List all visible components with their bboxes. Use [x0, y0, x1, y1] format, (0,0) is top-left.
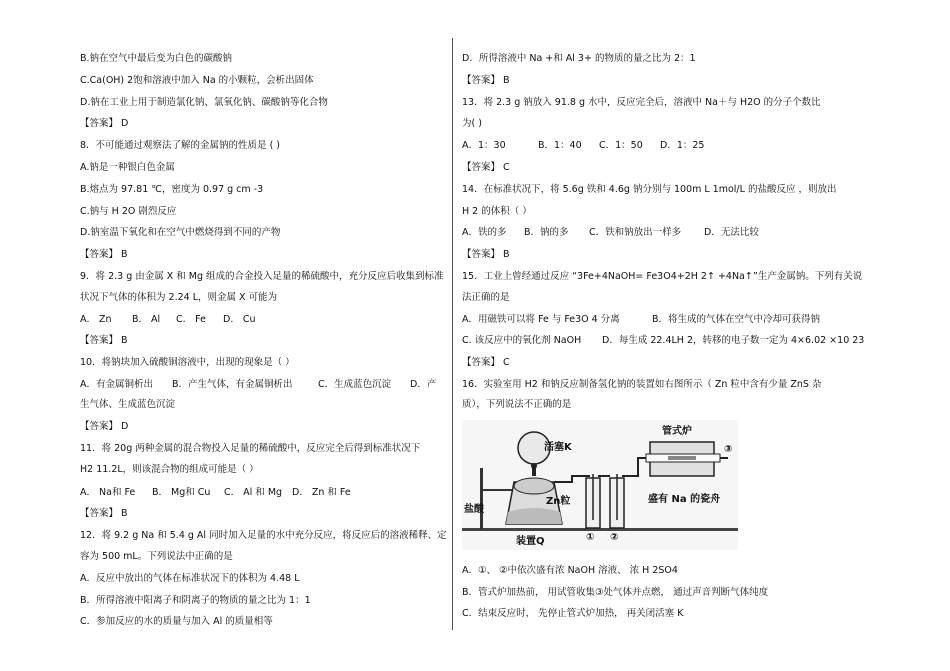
- porcelain-boat: [668, 456, 696, 460]
- q15-option-a: A．用磁铁可以将 Fe 与 Fe3O 4 分离: [462, 314, 620, 325]
- q14-stem-line2: H 2 的体积（ ）: [462, 206, 532, 217]
- q10-option-b: B．产生气体，有金属铜析出: [172, 379, 293, 390]
- q10-option-a: A．有金属铜析出: [80, 379, 153, 390]
- q9-option-b: B． Al: [132, 314, 161, 325]
- q11-option-a: A． Na和 Fe: [80, 487, 136, 498]
- q8-option-d: D.钠室温下氧化和在空气中燃烧得到不同的产物: [80, 227, 281, 238]
- q15-option-d: D．每生成 22.4LH 2，转移的电子数一定为 4×6.02 ×10 23: [602, 335, 865, 346]
- q10-option-c: C．生成蓝色沉淀: [318, 379, 392, 390]
- q10-stem: 10．将钠块加入硫酸铜溶液中，出现的现象是（ ）: [80, 357, 295, 368]
- q9-option-a: A． Zn: [80, 314, 112, 325]
- q15-option-b: B．将生成的气体在空气中冷却可获得钠: [652, 314, 821, 325]
- valve-k: [531, 463, 537, 469]
- q14-answer: 【答案】 B: [462, 249, 510, 260]
- q12-stem-line1: 12．将 9.2 g Na 和 5.4 g Al 同时加入足量的水中充分反应，将反应后的溶液稀释、定: [80, 530, 447, 541]
- label-zn-granules: Zn粒: [546, 496, 571, 507]
- q9-option-d: D． Cu: [223, 314, 256, 325]
- q13-option-b: B．1：40: [538, 140, 582, 151]
- label-bottle-2: ②: [610, 532, 619, 543]
- q7-option-b: B.钠在空气中最后变为白色的碳酸钠: [80, 53, 233, 64]
- q9-stem-line2: 状况下气体的体积为 2.24 L，则金属 X 可能为: [80, 292, 278, 303]
- q12-option-c: C．参加反应的水的质量与加入 Al 的质量相等: [80, 616, 273, 627]
- q10-option-d: D．产: [410, 379, 437, 390]
- label-hydrochloric-acid: 盐酸: [464, 504, 484, 515]
- q15-option-c: C. 该反应中的氧化剂 NaOH: [462, 335, 582, 346]
- q7-option-d: D.钠在工业上用于制造氯化钠、氯氧化钠、碳酸钠等化合物: [80, 97, 328, 108]
- q12-option-a: A．反应中放出的气体在标准状况下的体积为 4.48 L: [80, 573, 300, 584]
- q15-stem-line1: 15．工业上曾经通过反应 “3Fe+4NaOH= Fe3O4+2H 2↑ +4Na↑”生产金属钠。下列有关说: [462, 271, 863, 282]
- column-divider: [452, 38, 453, 630]
- q7-answer: 【答案】 D: [80, 118, 129, 129]
- q12-option-b: B．所得溶液中阳离子和阴离子的物质的量之比为 1：1: [80, 595, 311, 606]
- q16-option-a: A．①、 ②中依次盛有浓 NaOH 溶液、 浓 H 2SO4: [462, 565, 678, 576]
- outlet-tube: [554, 476, 590, 482]
- q14-option-d: D．无法比较: [704, 227, 759, 238]
- q8-answer: 【答案】 B: [80, 249, 128, 260]
- q12-stem-line2: 容为 500 mL。下列说法中正确的是: [80, 551, 233, 562]
- q8-option-c: C.钠与 H 2O 剧烈反应: [80, 206, 177, 217]
- q9-option-c: C． Fe: [176, 314, 206, 325]
- apparatus-drawing: [462, 420, 738, 550]
- label-tube-furnace: 管式炉: [662, 426, 692, 437]
- q10-answer: 【答案】 D: [80, 421, 129, 432]
- label-device-q: 装置Q: [516, 536, 545, 547]
- q10-option-d-continued: 生气体、生成蓝色沉淀: [80, 399, 176, 410]
- q8-stem: 8．不可能通过观察法了解的金属钠的性质是 ( ): [80, 140, 280, 151]
- q8-option-b: B.熔点为 97.81 ℃，密度为 0.97 g cm -3: [80, 184, 264, 195]
- q13-stem-line1: 13．将 2.3 g 钠放入 91.8 g 水中，反应完全后，溶液中 Na＋与 H2O 的分子个数比: [462, 97, 821, 108]
- q11-option-d: D． Zn 和 Fe: [292, 487, 351, 498]
- q14-option-c: C．铁和钠放出一样多: [589, 227, 682, 238]
- label-bottle-1: ①: [586, 532, 595, 543]
- q9-stem-line1: 9．将 2.3 g 由金属 X 和 Mg 组成的合金投入足量的稀硫酸中，充分反应后收集到标准: [80, 271, 444, 282]
- q14-stem-line1: 14．在标准状况下，将 5.6g 铁和 4.6g 钠分别与 100m L 1mol/L 的盐酸反应 ，则放出: [462, 184, 837, 195]
- q15-stem-line2: 法正确的是: [462, 292, 510, 303]
- q16-option-c: C．结束反应时， 先停止管式炉加热， 再关闭活塞 K: [462, 608, 684, 619]
- q16-stem-line2: 质），下列说法不正确的是: [462, 399, 572, 410]
- label-outlet-3: ③: [724, 444, 733, 455]
- q14-option-b: B．钠的多: [524, 227, 569, 238]
- q13-stem-line2: 为( ): [462, 118, 482, 129]
- q11-option-b: B． Mg和 Cu: [152, 487, 211, 498]
- q16-stem-line1: 16．实验室用 H2 和钠反应制备氢化钠的装置如右图所示（ Zn 粒中含有少量 ZnS 杂: [462, 379, 822, 390]
- q11-option-c: C． Al 和 Mg: [224, 487, 283, 498]
- q16-option-b: B．管式炉加热前， 用试管收集③处气体并点燃， 通过声音判断气体纯度: [462, 587, 769, 598]
- q13-option-a: A．1：30: [462, 140, 506, 151]
- q15-answer: 【答案】 C: [462, 357, 510, 368]
- label-sodium-boat: 盛有 Na 的瓷舟: [648, 494, 721, 505]
- label-valve-k: 活塞K: [544, 442, 572, 453]
- q13-option-c: C．1：50: [599, 140, 643, 151]
- q11-stem-line1: 11．将 20g 两种金属的混合物投入足量的稀硫酸中，反应完全后得到标准状况下: [80, 443, 421, 454]
- stand-rod: [480, 468, 483, 530]
- q8-option-a: A.钠是一种银白色金属: [80, 162, 175, 173]
- q12-option-d: D．所得溶液中 Na +和 Al 3+ 的物质的量之比为 2：1: [462, 53, 696, 64]
- q13-option-d: D．1：25: [660, 140, 705, 151]
- q11-answer: 【答案】 B: [80, 508, 128, 519]
- q14-option-a: A．铁的多: [462, 227, 507, 238]
- q11-stem-line2: H2 11.2L，则该混合物的组成可能是（ ）: [80, 464, 259, 475]
- q12-answer: 【答案】 B: [462, 75, 510, 86]
- apparatus-figure: [462, 420, 738, 550]
- q9-answer: 【答案】 B: [80, 335, 128, 346]
- acid-liquid: [506, 508, 562, 524]
- q13-answer: 【答案】 C: [462, 162, 510, 173]
- q7-option-c: C.Ca(OH) 2饱和溶液中加入 Na 的小颗粒，会析出固体: [80, 75, 314, 86]
